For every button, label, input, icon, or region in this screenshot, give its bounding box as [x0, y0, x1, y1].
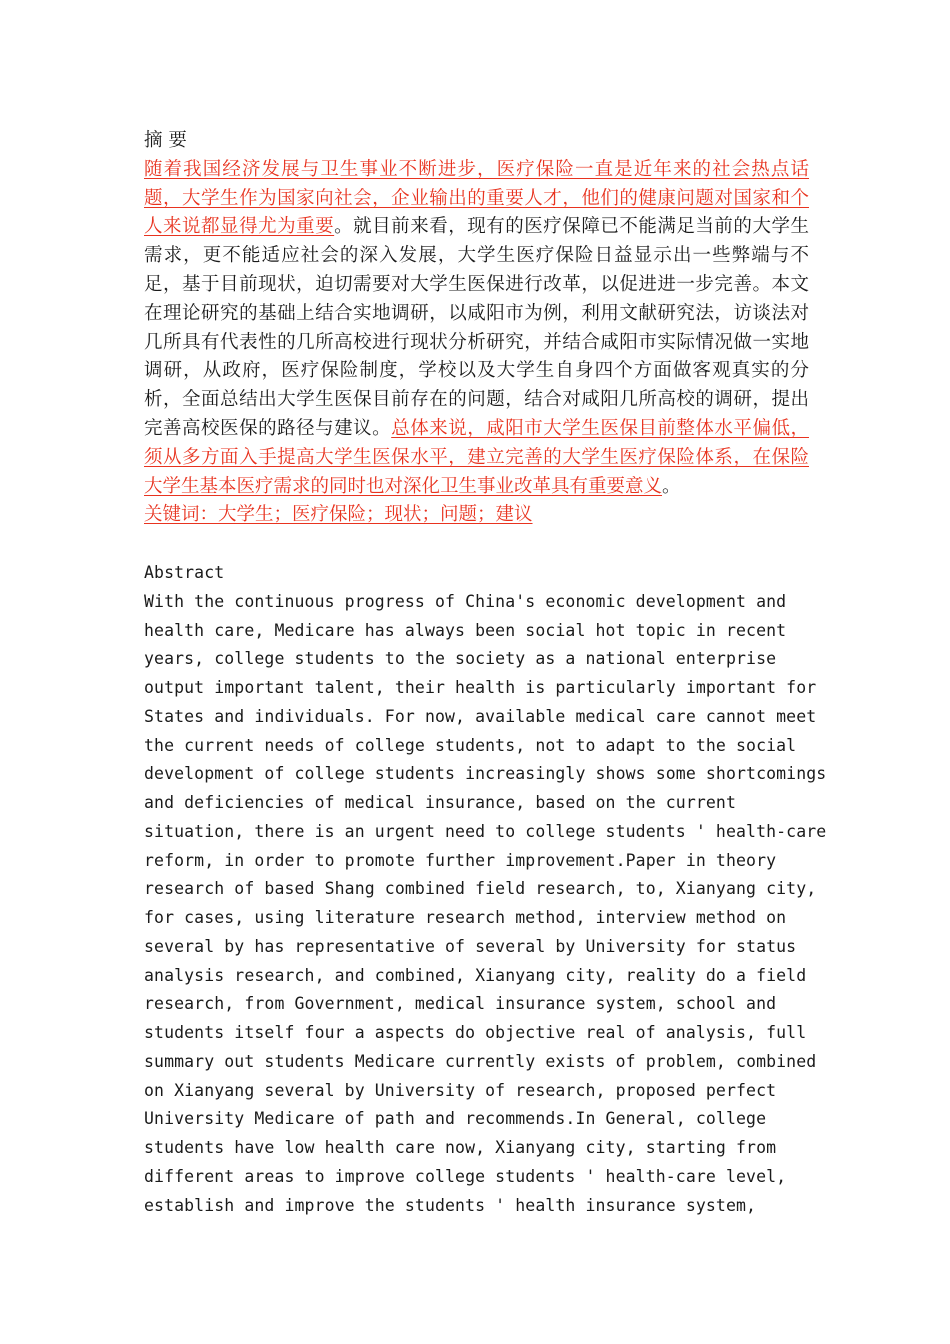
- abstract-body-zh: [144, 156, 809, 502]
- highlight-conclusion: 总体来说，咸阳市大学生医保目前整体水平偏低，须从多方面入手提高大学生医保水平，建立完善的大学生医疗保险体系，在保险大学生基本医疗需求的同时也对深化卫生事业改革具有重要意义: [144, 417, 809, 497]
- en-line: on Xianyang several by University of research, proposed perfect: [144, 1080, 777, 1100]
- body-main: 。就目前来看，现有的医疗保障已不能满足当前的大学生需求，更不能适应社会的深入发展，大学生医疗保险日益显示出一些弊端与不足，基于目前现状，迫切需要对大学生医保进行改革，以促进进一步完善。本文在理论研究的基础上结合实地调研，以咸阳市为例，利用文献研究法，访谈法对几所具有代表性的几所高校进行现状分析研究，并结合咸阳市实际情况做一实地调研，从政府，医疗保险制度，学校以及大学生自身四个方面做客观真实的分析，全面总结出大学生医保目前存在的问题，结合对咸阳几所高校的调研，提出完善高校医保的路径与建议。: [144, 216, 809, 439]
- en-line: establish and improve the students ' health insurance system,: [144, 1195, 757, 1215]
- keywords-zh: [144, 501, 809, 530]
- body-end: 。: [662, 475, 681, 497]
- en-line: summary out students Medicare currently exists of problem, combined: [144, 1051, 817, 1071]
- abstract-heading-zh: 摘 要: [144, 130, 187, 151]
- en-line: years, college students to the society as a national enterprise: [144, 649, 777, 669]
- chinese-abstract: [144, 127, 809, 530]
- en-line: research, from Government, medical insurance system, school and: [144, 994, 777, 1014]
- en-line: and deficiencies of medical insurance, based on the current: [144, 793, 736, 812]
- en-line: the current needs of college students, not to adapt to the social: [144, 735, 797, 755]
- en-line: With the continuous progress of China's economic development and: [144, 591, 787, 611]
- en-line: several by has representative of several by University for status: [144, 936, 797, 956]
- en-line: students have low health care now, Xianyang city, starting from: [144, 1138, 777, 1157]
- english-abstract: [144, 559, 827, 1220]
- en-line: different areas to improve college students ' health-care level,: [144, 1166, 787, 1186]
- en-line: analysis research, and combined, Xianyang city, reality do a field: [144, 965, 807, 985]
- en-line: situation, there is an urgent need to college students ' health-care: [144, 821, 827, 841]
- en-line: research of based Shang combined field research, to, Xianyang city,: [144, 879, 817, 899]
- en-line: States and individuals. For now, available medical care cannot meet: [144, 706, 817, 726]
- en-line: for cases, using literature research method, interview method on: [144, 908, 787, 927]
- en-line: output important talent, their health is particularly important for: [144, 678, 817, 697]
- keywords-text: 关键词：大学生；医疗保险；现状；问题；建议: [144, 504, 533, 526]
- en-line: development of college students increasingly shows some shortcomings: [144, 764, 827, 784]
- highlight-intro: 随着我国经济发展与卫生事业不断进步，医疗保险一直是近年来的社会热点话题，大学生作为国家向社会，企业输出的重要人才，他们的健康问题对国家和个人来说都显得尤为重要: [144, 158, 809, 238]
- en-line: University Medicare of path and recommends.In General, college: [144, 1109, 767, 1129]
- en-line: health care, Medicare has always been social hot topic in recent: [144, 620, 787, 640]
- en-line: students itself four a aspects do objective real of analysis, full: [144, 1023, 807, 1042]
- en-line: reform, in order to promote further improvement.Paper in theory: [144, 850, 777, 870]
- abstract-heading-en: Abstract: [144, 563, 225, 582]
